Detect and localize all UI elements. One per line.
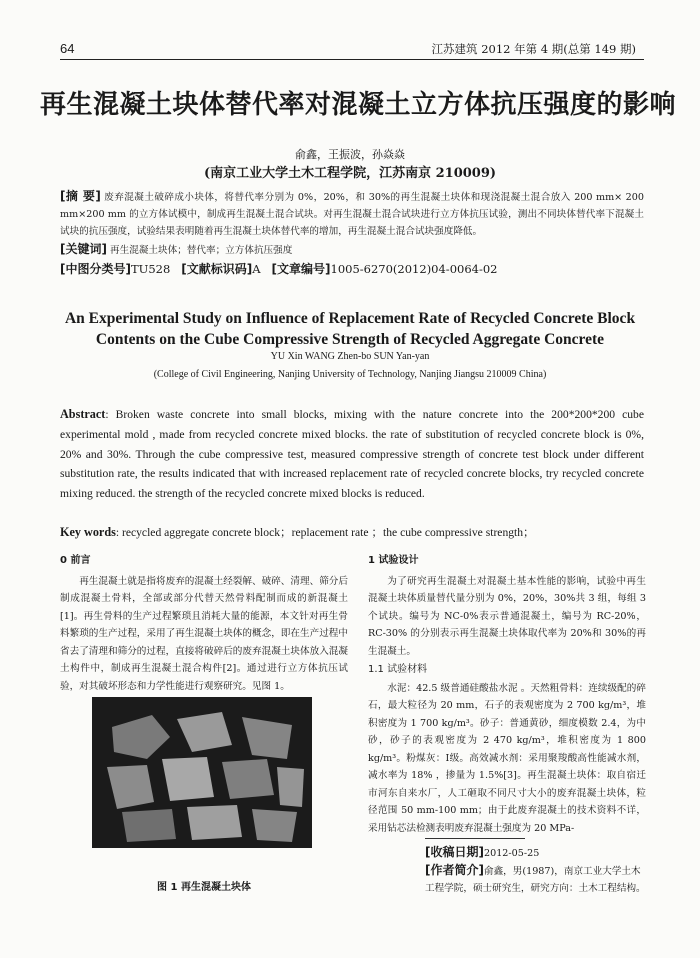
authors-zh: 俞鑫，王振波，孙焱焱 [295,148,405,161]
footnote [425,844,647,897]
author-bio-text: 俞鑫，男(1987)，南京工业大学土木工程学院，硕士研究生，研究方向：土木工程结构。 [425,866,646,894]
keywords-zh-text: 再生混凝土块体；替代率；立方体抗压强度 [106,245,293,256]
keywords-en [60,524,644,540]
classification [60,260,644,277]
abstract-en-text: : Broken waste concrete into small blocks, mixing with the nature concrete into the 200*200*200 cube experimental mold , made from recycled concrete mixed blocks. the rate of substitution of recycled concrete block is 0%, 20% and 30%. Through the cube compressive test, measured compressive strength of concrete test block under different substitution rate, the results indicated that with increased replacement rate of recycled concrete blocks, try recycled concrete mixing reduced. the strength of the recycled concrete mixed blocks is reduced. [60,408,644,501]
abstract-zh-text: 废弃混凝土破碎成小块体，将替代率分别为 0%，20%，和 30%的再生混凝土块体和现浇混凝土混合放入 200 mm× 200 mm×200 mm 的立方体试模中，制成再生混凝土混合试块。对再生混凝土混合试块进行立方体抗压试验，测出不同块体替代率下混凝土试块的抗压强度，试验结果表明随着再生混凝土块体替代率的增加，再生混凝土混合试块强度降低。 [60,192,644,237]
abstract-en [60,405,644,504]
keywords-en-label: Key words [60,525,116,539]
section-0-paragraph: 再生混凝土就是指将废弃的混凝土经裂解、破碎、清理、筛分后制成混凝土骨料，全部或部分代替天然骨料配制而成的新混凝土[1]。再生骨料的生产过程繁琐且消耗大量的能源，本文针对再生骨料繁琐的生产过程，采用了再生混凝土块体的概念，即在生产过程中省去了清理和筛分的过程，直接将破碎后的废弃混凝土块体放入混凝土构件中，制成再生混凝土混合构件[2]。通过进行立方体抗压试验，对其破坏形态和力学性能进行观察研究。见图 1。 [60,575,348,692]
journal-header: 江苏建筑 2012 年第 4 期(总第 149 期) [431,42,636,56]
section-1-paragraph: 为了研究再生混凝土对混凝土基本性能的影响，试验中再生混凝土块体质量替代量分别为 0%，20%，30%共 3 组，每组 3 个试块。编号为 NC-0%表示普通混凝土，编号为 RC-20%，RC-30% 的分别表示再生混凝土块体取代率为 20%和 30%的再生混凝土。 [368,575,646,657]
clc-label: [中图分类号] [60,262,131,276]
keywords-zh-label: [关键词] [60,242,107,256]
clc-value: TU528 [130,262,171,276]
article-no-value: 1005-6270(2012)04-0064-02 [330,262,498,276]
keywords-en-text: : recycled aggregate concrete block；replacement rate ；the cube compressive strength； [115,526,535,539]
section-0-heading: 0 前言 [60,555,91,566]
received-label: [收稿日期] [425,845,484,859]
keywords-zh [60,240,644,257]
page-number: 64 [60,41,75,56]
header-rule [60,59,644,60]
abstract-en-label: Abstract [60,407,106,421]
affiliation-en: (College of Civil Engineering, Nanjing University of Technology, Nanjing Jiangsu 210009 China) [153,369,547,380]
left-column [60,552,348,695]
author-bio-label: [作者简介] [425,863,484,877]
footnote-rule [425,838,525,839]
section-1-heading: 1 试验设计 [368,555,419,566]
figure-1-caption: 图 1 再生混凝土块体 [157,882,251,893]
doc-code-label: [文献标识码] [181,262,253,276]
section-1-1-paragraph: 水泥：42.5 级普通硅酸盐水泥 。天然粗骨料：连续级配的碎石，最大粒径为 20 mm，石子的表观密度为 2 700 kg/m³，堆积密度为 1 700 kg/m³。砂子：普通黄砂，细度模数 2.4，为中砂，砂子的表观密度为 2 470 kg/m³，堆积密度为 1 800 kg/m³。粉煤灰：Ⅰ级。高效减水剂：采用聚羧酸高性能减水剂，减水率为 18% ，掺量为 1.5%[3]。再生混凝土块体：取自宿迁市河东自来水厂，人工砸取不同尺寸大小的废弃混凝土块体，粒径范围 50 mm-100 mm；由于此废弃混凝土的技术资料不详，采用钻芯法检测表明废弃混凝土强度为 20 MPa- [368,682,646,834]
doc-code-value: A [252,262,261,276]
title-zh: 再生混凝土块体替代率对混凝土立方体抗压强度的影响 [40,90,677,120]
abstract-zh [60,188,644,240]
author-bio [425,862,647,897]
received-date: 2012-05-25 [483,848,540,859]
article-no-label: [文章编号] [271,262,331,276]
section-1-1-heading: 1.1 试验材料 [368,664,428,675]
title-en: An Experimental Study on Influence of Replacement Rate of Recycled Concrete Block Contents on the Cube Compressive Strength of Recycled Aggregate Concrete [64,310,636,348]
received-line [425,844,647,862]
authors-en: YU Xin WANG Zhen-bo SUN Yan-yan [270,351,430,362]
figure-1-image [92,697,312,848]
affiliation-zh: (南京工业大学土木工程学院，江苏南京 210009) [203,166,497,181]
right-column [368,552,646,837]
abstract-zh-label: [摘 要] [60,189,101,203]
